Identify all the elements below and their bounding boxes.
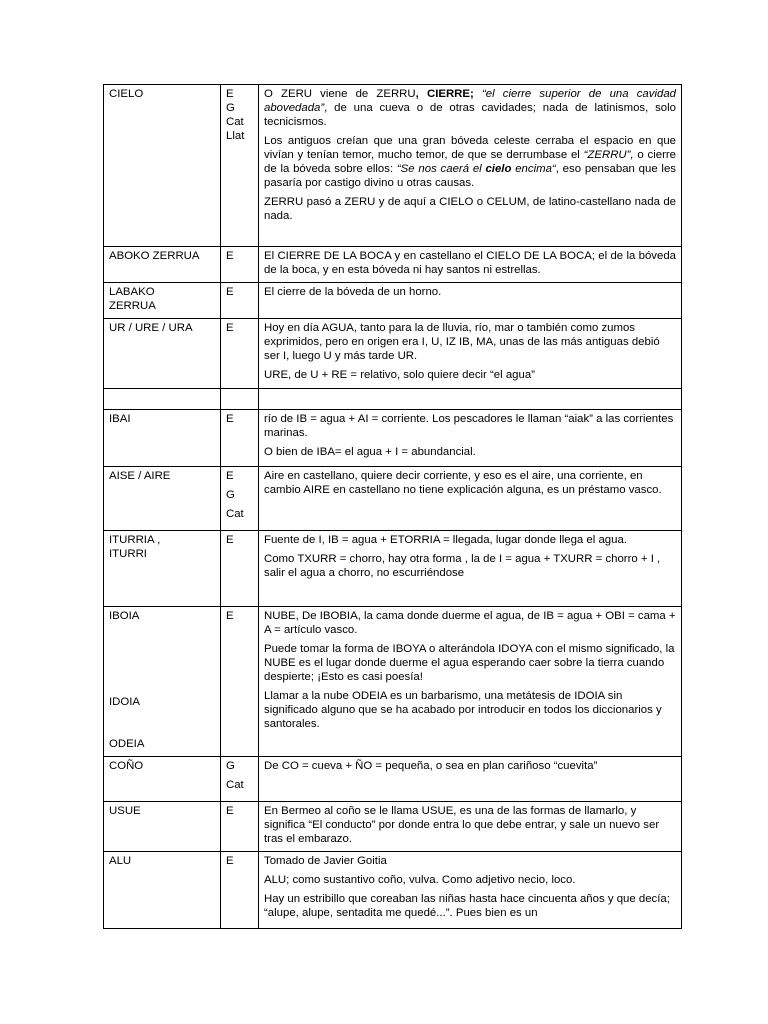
table-row	[104, 247, 682, 283]
definition-cell	[259, 852, 682, 929]
lang-code: Cat	[226, 508, 244, 520]
lang-cell	[221, 757, 259, 802]
definition-cell	[259, 607, 682, 757]
definition-cell	[259, 802, 682, 852]
term-cell	[104, 283, 221, 319]
definition-paragraph: Llamar a la nube ODEIA es un barbarismo, una metátesis de IDOIA sin significado alguno que se ha acabado por introducir en todos los diccionarios y santorales.	[264, 690, 662, 730]
lang-code: E	[226, 805, 234, 817]
lang-cell	[221, 319, 259, 389]
term: AISE / AIRE	[109, 470, 171, 482]
term-cell	[104, 85, 221, 247]
lang-code: E	[226, 322, 234, 334]
term: ODEIA	[109, 738, 145, 750]
lang-code: E	[226, 855, 234, 867]
definition-paragraph: Tomado de Javier Goitia	[264, 855, 387, 867]
definition-paragraph: Los antiguos creían que una gran bóveda celeste cerraba el espacio en que vivían y tenían temor, mucho temor, de que se derrumbase el “ZERRU”, o cierre de la bóveda sobre ellos: “Se nos caerá el cielo encima“, eso pensaban que les pasaría por castigo divino u otras causas.	[264, 135, 676, 189]
lang-cell	[221, 283, 259, 319]
definition-paragraph: NUBE, De IBOBIA, la cama donde duerme el agua, de IB = agua + OBI = cama + A = artículo vasco.	[264, 610, 676, 636]
term: CIELO	[109, 88, 144, 100]
lang-code: G	[226, 760, 235, 772]
term-cell	[104, 247, 221, 283]
definition-cell	[259, 85, 682, 247]
table-row	[104, 531, 682, 607]
term: IBAI	[109, 413, 131, 425]
definition-cell	[259, 247, 682, 283]
definition-paragraph: Aire en castellano, quiere decir corriente, y eso es el aire, una corriente, en cambio AIRE en castellano no tiene explicación alguna, es un préstamo vasco.	[264, 470, 662, 496]
lang-cell	[221, 410, 259, 467]
term: LABAKO	[109, 286, 155, 298]
term-cell	[104, 467, 221, 531]
lang-code: E	[226, 286, 234, 298]
lang-code: E	[226, 88, 234, 100]
term-cell	[104, 531, 221, 607]
definition-paragraph: Fuente de I, IB = agua + ETORRIA = llegada, lugar donde llega el agua.	[264, 534, 627, 546]
term: ALU	[109, 855, 132, 867]
lang-code: Cat	[226, 779, 244, 791]
lang-cell	[221, 85, 259, 247]
term: ITURRIA ,	[109, 534, 161, 546]
definition-paragraph: Hay un estribillo que coreaban las niñas hasta hace cincuenta años y que decía; “alupe, alupe, sentadita me quedé...”. Pues bien es un	[264, 893, 670, 919]
definition-paragraph: El CIERRE DE LA BOCA y en castellano el CIELO DE LA BOCA; el de la bóveda de la boca, y en esta bóveda ni hay santos ni estrellas.	[264, 250, 676, 276]
lang-code: E	[226, 470, 234, 482]
definition-paragraph: Puede tomar la forma de IBOYA o alterándola IDOYA con el mismo significado, la NUBE es el lugar donde duerme el agua esperando caer sobre la tierra cuando despierte; ¡Esto es casi poesía!	[264, 643, 675, 683]
definition-paragraph: De CO = cueva + ÑO = pequeña, o sea en plan cariñoso “cuevita”	[264, 760, 598, 772]
definition-paragraph: O ZERU viene de ZERRU, CIERRE; “el cierre superior de una cavidad abovedada”, de una cueva o de otras cavidades; nada de latinismos, solo tecnicismos.	[264, 88, 676, 128]
term: UR / URE / URA	[109, 322, 193, 334]
term-cell	[104, 757, 221, 802]
definition-cell	[259, 531, 682, 607]
table-row	[104, 607, 682, 757]
lang-cell	[221, 607, 259, 757]
glossary-table	[103, 84, 682, 929]
table-row	[104, 757, 682, 802]
table-row	[104, 85, 682, 247]
lang-code: Llat	[226, 130, 245, 142]
term: ZERRUA	[109, 300, 156, 312]
term: ITURRI	[109, 548, 147, 560]
table-row	[104, 319, 682, 389]
definition-cell	[259, 410, 682, 467]
lang-code: G	[226, 489, 235, 501]
term-cell	[104, 607, 221, 757]
definition-paragraph: ALU; como sustantivo coño, vulva. Como adjetivo necio, loco.	[264, 874, 576, 886]
lang-cell	[221, 247, 259, 283]
definition-paragraph: Hoy en día AGUA, tanto para la de lluvia, río, mar o también como zumos exprimidos, pero en origen era I, U, IZ IB, MA, unas de las más antiguas debió ser I, luego U y más tarde UR.	[264, 322, 660, 362]
term-cell	[104, 802, 221, 852]
definition-cell	[259, 319, 682, 389]
lang-cell	[221, 802, 259, 852]
term: ABOKO ZERRUA	[109, 250, 200, 262]
term: IBOIA	[109, 610, 140, 622]
term: COÑO	[109, 760, 144, 772]
lang-code: Cat	[226, 116, 244, 128]
lang-code: G	[226, 102, 235, 114]
table-row	[104, 852, 682, 929]
term: USUE	[109, 805, 141, 817]
lang-cell	[221, 467, 259, 531]
definition-paragraph: río de IB = agua + AI = corriente. Los pescadores le llaman “aiak” a las corrientes marinas.	[264, 413, 674, 439]
lang-cell	[221, 531, 259, 607]
definition-paragraph: El cierre de la bóveda de un horno.	[264, 286, 442, 298]
term-cell	[104, 410, 221, 467]
table-row	[104, 389, 682, 410]
definition-paragraph: O bien de IBA= el agua + I = abundancial.	[264, 446, 476, 458]
definition-cell	[259, 467, 682, 531]
term-cell	[104, 852, 221, 929]
lang-code: E	[226, 610, 234, 622]
lang-cell	[221, 852, 259, 929]
lang-code: E	[226, 413, 234, 425]
definition-paragraph: En Bermeo al coño se le llama USUE, es una de las formas de llamarlo, y significa “El conducto” por donde entra lo que debe entrar, y sale un nuevo ser tras el embarazo.	[264, 805, 660, 845]
table-row	[104, 283, 682, 319]
definition-cell	[259, 757, 682, 802]
lang-code: E	[226, 534, 234, 546]
lang-code: E	[226, 250, 234, 262]
term: IDOIA	[109, 696, 141, 708]
definition-cell	[259, 283, 682, 319]
table-row	[104, 802, 682, 852]
definition-paragraph: URE, de U + RE = relativo, solo quiere decir “el agua”	[264, 369, 535, 381]
definition-paragraph: Como TXURR = chorro, hay otra forma , la de I = agua + TXURR = chorro + I , salir el agua a chorro, no escurriéndose	[264, 553, 661, 579]
table-row	[104, 467, 682, 531]
table-row	[104, 410, 682, 467]
definition-paragraph: ZERRU pasó a ZERU y de aquí a CIELO o CELUM, de latino-castellano nada de nada.	[264, 196, 676, 222]
term-cell	[104, 319, 221, 389]
